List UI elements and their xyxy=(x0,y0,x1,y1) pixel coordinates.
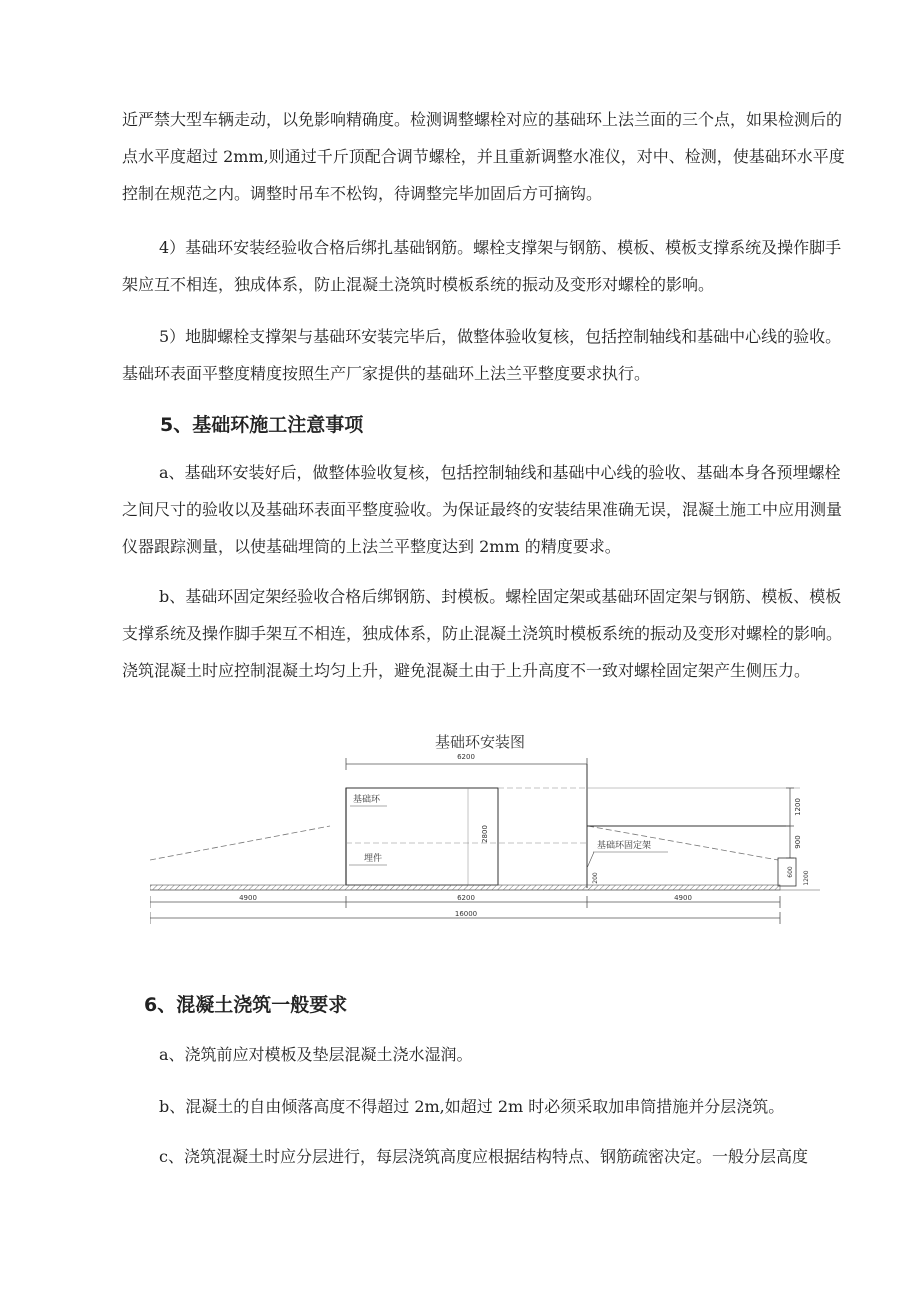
dim-right-total: 1200 xyxy=(803,870,810,886)
section-6-item-c: c、浇筑混凝土时应分层进行，每层浇筑高度应根据结构特点、钢筋疏密决定。一般分层高度 xyxy=(159,1147,808,1166)
section-6-title: 6、混凝土浇筑一般要求 xyxy=(144,994,348,1016)
label-fixed-frame: 基础环固定架 xyxy=(597,841,652,851)
dim-bottom-mid: 6200 xyxy=(457,894,475,902)
paragraph-step-4: 4）基础环安装经验收合格后绑扎基础钢筋。螺栓支撑架与钢筋、模板、模板支撑系统及操作脚手架应互不相连，独成体系，防止混凝土浇筑时模板系统的振动及变形对螺栓的影响。 xyxy=(122,238,842,294)
section-6-item-a: a、浇筑前应对模板及垫层混凝土浇水湿润。 xyxy=(159,1045,473,1064)
paragraph-continuation: 近严禁大型车辆走动，以免影响精确度。检测调整螺栓对应的基础环上法兰面的三个点，如果检测后的点水平度超过 2mm,则通过千斤顶配合调节螺栓，并且重新调整水准仪，对中、检测，使基础环水平度控制在规范之内。调整时吊车不松钩，待调整完毕加固后方可摘钩。 xyxy=(122,110,845,203)
foundation-ring-installation-diagram xyxy=(150,728,830,928)
diagram-title: 基础环安装图 xyxy=(434,733,526,751)
section-5-item-b: b、基础环固定架经验收合格后绑钢筋、封模板。螺栓固定架或基础环固定架与钢筋、模板、模板支撑系统及操作脚手架互不相连，独成体系，防止混凝土浇筑时模板系统的振动及变形对螺栓的影响。浇筑混凝土时应控制混凝土均匀上升，避免混凝土由于上升高度不一致对螺栓固定架产生侧压力。 xyxy=(122,587,843,680)
label-embed: 埋件 xyxy=(364,854,383,864)
dim-right-mid: 900 xyxy=(794,835,802,849)
dim-top-width: 6200 xyxy=(457,753,475,761)
dim-bottom-total: 16000 xyxy=(454,910,478,918)
dim-fixed-small: 200 xyxy=(592,872,599,884)
section-5-title: 5、基础环施工注意事项 xyxy=(160,414,364,436)
dim-right-upper: 1200 xyxy=(794,798,802,816)
dim-bottom-right: 4900 xyxy=(674,894,692,902)
dim-bottom-left: 4900 xyxy=(239,894,257,902)
section-5-item-a: a、基础环安装好后，做整体验收复核，包括控制轴线和基础中心线的验收、基础本身各预埋螺栓之间尺寸的验收以及基础环表面平整度验收。为保证最终的安装结果准确无误，混凝土施工中应用测量仪器跟踪测量，以使基础埋筒的上法兰平整度达到 2mm 的精度要求。 xyxy=(122,463,843,556)
dim-main-height: 2800 xyxy=(481,825,489,843)
dim-right-low: 600 xyxy=(787,866,794,878)
paragraph-step-5: 5）地脚螺栓支撑架与基础环安装完毕后，做整体验收复核，包括控制轴线和基础中心线的验收。基础环表面平整度精度按照生产厂家提供的基础环上法兰平整度要求执行。 xyxy=(122,327,842,383)
section-6-item-b: b、混凝土的自由倾落高度不得超过 2m,如超过 2m 时必须采取加串筒措施并分层浇筑。 xyxy=(159,1097,785,1116)
label-ring: 基础环 xyxy=(353,795,381,805)
